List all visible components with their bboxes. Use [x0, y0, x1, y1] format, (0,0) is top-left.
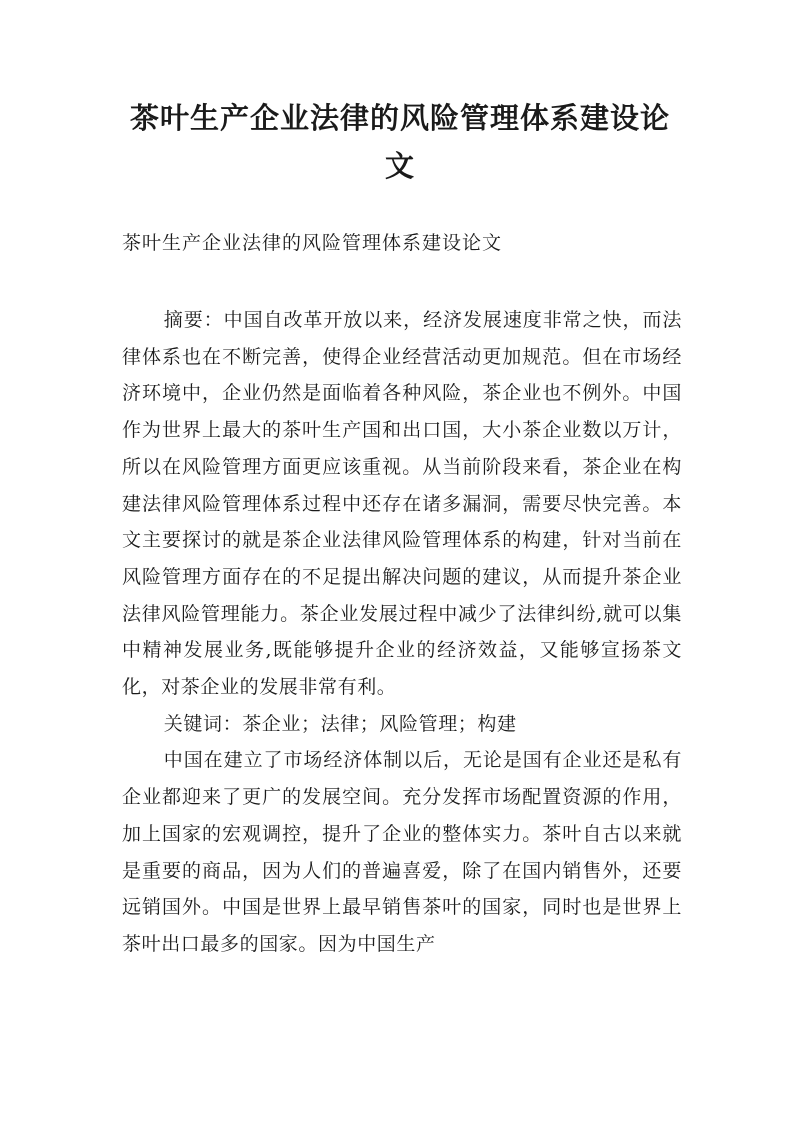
abstract-paragraph: 摘要：中国自改革开放以来，经济发展速度非常之快，而法律体系也在不断完善，使得企业经营活动更加规范。但在市场经济环境中，企业仍然是面临着各种风险，茶企业也不例外。中国作为世界上最大的茶叶生产国和出口国，大小茶企业数以万计，所以在风险管理方面更应该重视。从当前阶段来看，茶企业在构建法律风险管理体系过程中还存在诸多漏洞，需要尽快完善。本文主要探讨的就是茶企业法律风险管理体系的构建，针对当前在风险管理方面存在的不足提出解决问题的建议，从而提升茶企业法律风险管理能力。茶企业发展过程中减少了法律纠纷,就可以集中精神发展业务,既能够提升企业的经济效益，又能够宣扬茶文化，对茶企业的发展非常有利。	[122, 309, 682, 699]
document-body	[122, 302, 682, 963]
document-title: 茶叶生产企业法律的风险管理体系建设论文	[129, 101, 670, 183]
intro-paragraph: 中国在建立了市场经济体制以后，无论是国有企业还是私有企业都迎来了更广的发展空间。充分发挥市场配置资源的作用，加上国家的宏观调控，提升了企业的整体实力。茶叶自古以来就是重要的商品，因为人们的普遍喜爱，除了在国内销售外，还要远销国外。中国是世界上最早销售茶叶的国家，同时也是世界上茶叶出口最多的国家。因为中国生产	[122, 749, 682, 955]
keywords-paragraph: 关键词：茶企业；法律；风险管理；构建	[163, 712, 517, 735]
document-subtitle: 茶叶生产企业法律的风险管理体系建设论文	[122, 232, 503, 254]
